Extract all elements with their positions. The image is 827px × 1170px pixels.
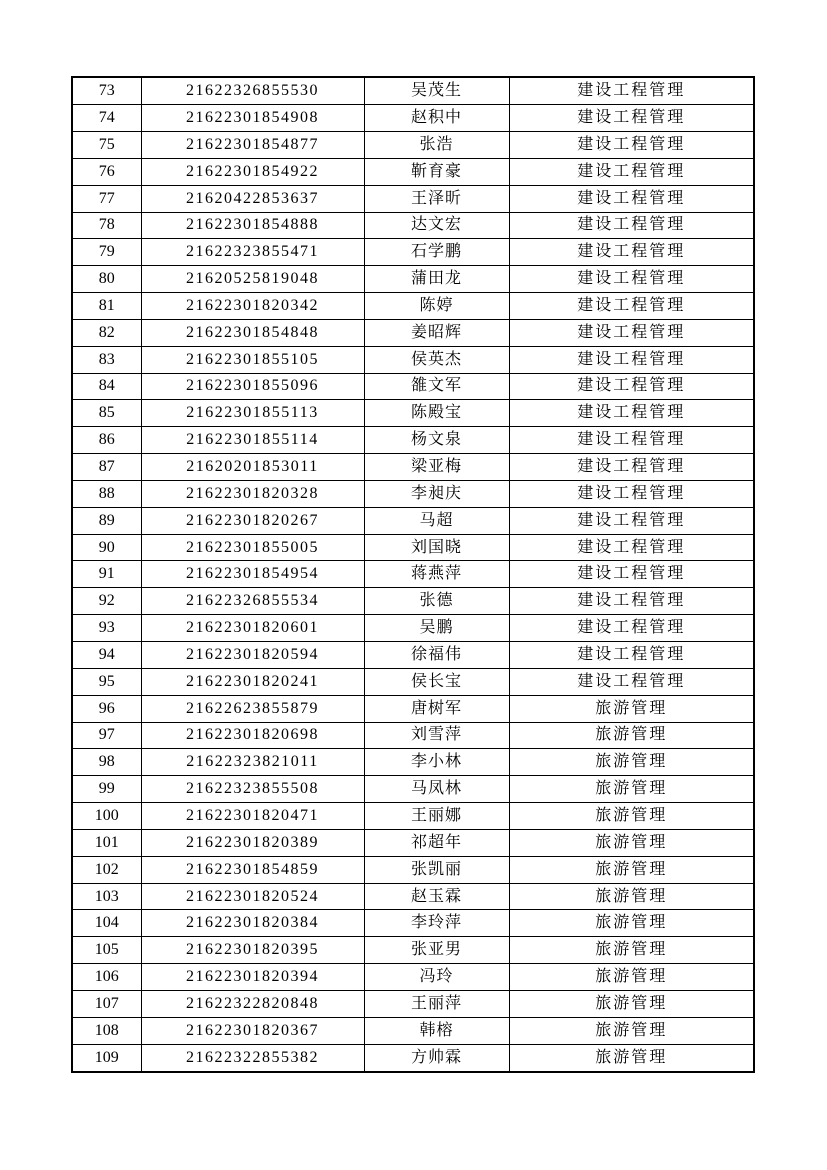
row-number-cell: 81 bbox=[72, 293, 141, 320]
major-cell: 旅游管理 bbox=[509, 856, 754, 883]
row-number-cell: 108 bbox=[72, 1017, 141, 1044]
table-row bbox=[72, 615, 754, 642]
table-row bbox=[72, 776, 754, 803]
table-row bbox=[72, 346, 754, 373]
student-name-cell: 刘国晓 bbox=[364, 534, 509, 561]
row-number-cell: 79 bbox=[72, 239, 141, 266]
student-name-cell: 杨文泉 bbox=[364, 427, 509, 454]
student-id-cell: 21622301820328 bbox=[141, 480, 364, 507]
major-cell: 旅游管理 bbox=[509, 722, 754, 749]
major-cell: 旅游管理 bbox=[509, 829, 754, 856]
student-id-cell: 21622326855530 bbox=[141, 77, 364, 105]
student-name-cell: 王丽娜 bbox=[364, 803, 509, 830]
student-roster-table bbox=[71, 76, 755, 1073]
row-number-cell: 90 bbox=[72, 534, 141, 561]
table-row bbox=[72, 400, 754, 427]
row-number-cell: 86 bbox=[72, 427, 141, 454]
major-cell: 建设工程管理 bbox=[509, 642, 754, 669]
row-number-cell: 74 bbox=[72, 105, 141, 132]
student-id-cell: 21620201853011 bbox=[141, 454, 364, 481]
major-cell: 旅游管理 bbox=[509, 1017, 754, 1044]
major-cell: 建设工程管理 bbox=[509, 293, 754, 320]
student-name-cell: 陈婷 bbox=[364, 293, 509, 320]
student-name-cell: 侯英杰 bbox=[364, 346, 509, 373]
student-name-cell: 唐树军 bbox=[364, 695, 509, 722]
student-id-cell: 21622301820698 bbox=[141, 722, 364, 749]
table-row bbox=[72, 77, 754, 105]
table-row bbox=[72, 668, 754, 695]
major-cell: 建设工程管理 bbox=[509, 77, 754, 105]
student-id-cell: 21622623855879 bbox=[141, 695, 364, 722]
row-number-cell: 107 bbox=[72, 990, 141, 1017]
major-cell: 旅游管理 bbox=[509, 803, 754, 830]
table-row bbox=[72, 507, 754, 534]
student-name-cell: 祁超年 bbox=[364, 829, 509, 856]
table-row bbox=[72, 856, 754, 883]
major-cell: 旅游管理 bbox=[509, 937, 754, 964]
student-name-cell: 吴鹏 bbox=[364, 615, 509, 642]
major-cell: 建设工程管理 bbox=[509, 346, 754, 373]
row-number-cell: 84 bbox=[72, 373, 141, 400]
major-cell: 建设工程管理 bbox=[509, 131, 754, 158]
table-row bbox=[72, 588, 754, 615]
student-name-cell: 张亚男 bbox=[364, 937, 509, 964]
student-id-cell: 21622301820342 bbox=[141, 293, 364, 320]
student-id-cell: 21622301820594 bbox=[141, 642, 364, 669]
student-name-cell: 吴茂生 bbox=[364, 77, 509, 105]
student-name-cell: 靳育豪 bbox=[364, 158, 509, 185]
student-name-cell: 方帅霖 bbox=[364, 1044, 509, 1072]
major-cell: 建设工程管理 bbox=[509, 588, 754, 615]
table-row bbox=[72, 131, 754, 158]
student-id-cell: 21622322820848 bbox=[141, 990, 364, 1017]
table-row bbox=[72, 1044, 754, 1072]
table-row bbox=[72, 427, 754, 454]
student-name-cell: 赵积中 bbox=[364, 105, 509, 132]
row-number-cell: 100 bbox=[72, 803, 141, 830]
student-id-cell: 21622301854848 bbox=[141, 319, 364, 346]
table-row bbox=[72, 964, 754, 991]
student-name-cell: 刘雪萍 bbox=[364, 722, 509, 749]
student-id-cell: 21622301854877 bbox=[141, 131, 364, 158]
student-name-cell: 侯长宝 bbox=[364, 668, 509, 695]
student-id-cell: 21622301820471 bbox=[141, 803, 364, 830]
row-number-cell: 76 bbox=[72, 158, 141, 185]
table-row bbox=[72, 480, 754, 507]
table-row bbox=[72, 534, 754, 561]
major-cell: 建设工程管理 bbox=[509, 615, 754, 642]
table-row bbox=[72, 319, 754, 346]
student-name-cell: 蒲田龙 bbox=[364, 266, 509, 293]
table-row bbox=[72, 185, 754, 212]
student-name-cell: 马凤林 bbox=[364, 776, 509, 803]
student-name-cell: 张浩 bbox=[364, 131, 509, 158]
student-name-cell: 陈殿宝 bbox=[364, 400, 509, 427]
student-name-cell: 石学鹏 bbox=[364, 239, 509, 266]
row-number-cell: 94 bbox=[72, 642, 141, 669]
row-number-cell: 109 bbox=[72, 1044, 141, 1072]
student-name-cell: 李玲萍 bbox=[364, 910, 509, 937]
student-id-cell: 21622323855508 bbox=[141, 776, 364, 803]
row-number-cell: 96 bbox=[72, 695, 141, 722]
row-number-cell: 102 bbox=[72, 856, 141, 883]
student-id-cell: 21622323821011 bbox=[141, 749, 364, 776]
row-number-cell: 83 bbox=[72, 346, 141, 373]
major-cell: 建设工程管理 bbox=[509, 212, 754, 239]
row-number-cell: 78 bbox=[72, 212, 141, 239]
student-id-cell: 21622301855096 bbox=[141, 373, 364, 400]
major-cell: 旅游管理 bbox=[509, 776, 754, 803]
major-cell: 建设工程管理 bbox=[509, 373, 754, 400]
student-id-cell: 21620525819048 bbox=[141, 266, 364, 293]
student-name-cell: 梁亚梅 bbox=[364, 454, 509, 481]
student-id-cell: 21622301854922 bbox=[141, 158, 364, 185]
student-name-cell: 雒文军 bbox=[364, 373, 509, 400]
row-number-cell: 75 bbox=[72, 131, 141, 158]
row-number-cell: 91 bbox=[72, 561, 141, 588]
student-name-cell: 姜昭辉 bbox=[364, 319, 509, 346]
major-cell: 建设工程管理 bbox=[509, 454, 754, 481]
table-row bbox=[72, 937, 754, 964]
row-number-cell: 88 bbox=[72, 480, 141, 507]
major-cell: 旅游管理 bbox=[509, 910, 754, 937]
student-id-cell: 21622301820394 bbox=[141, 964, 364, 991]
major-cell: 建设工程管理 bbox=[509, 239, 754, 266]
student-id-cell: 21622323855471 bbox=[141, 239, 364, 266]
student-name-cell: 王泽昕 bbox=[364, 185, 509, 212]
student-name-cell: 赵玉霖 bbox=[364, 883, 509, 910]
table-row bbox=[72, 212, 754, 239]
row-number-cell: 95 bbox=[72, 668, 141, 695]
table-row bbox=[72, 561, 754, 588]
student-id-cell: 21622301855005 bbox=[141, 534, 364, 561]
row-number-cell: 80 bbox=[72, 266, 141, 293]
major-cell: 建设工程管理 bbox=[509, 319, 754, 346]
major-cell: 建设工程管理 bbox=[509, 158, 754, 185]
row-number-cell: 103 bbox=[72, 883, 141, 910]
student-name-cell: 王丽萍 bbox=[364, 990, 509, 1017]
roster-body bbox=[72, 77, 754, 1072]
table-row bbox=[72, 105, 754, 132]
student-name-cell: 李小林 bbox=[364, 749, 509, 776]
row-number-cell: 99 bbox=[72, 776, 141, 803]
row-number-cell: 92 bbox=[72, 588, 141, 615]
row-number-cell: 105 bbox=[72, 937, 141, 964]
row-number-cell: 97 bbox=[72, 722, 141, 749]
row-number-cell: 89 bbox=[72, 507, 141, 534]
table-row bbox=[72, 910, 754, 937]
row-number-cell: 93 bbox=[72, 615, 141, 642]
student-name-cell: 李昶庆 bbox=[364, 480, 509, 507]
student-id-cell: 21622301855113 bbox=[141, 400, 364, 427]
student-id-cell: 21622301820384 bbox=[141, 910, 364, 937]
student-id-cell: 21622301854888 bbox=[141, 212, 364, 239]
table-row bbox=[72, 695, 754, 722]
table-row bbox=[72, 990, 754, 1017]
major-cell: 建设工程管理 bbox=[509, 507, 754, 534]
major-cell: 建设工程管理 bbox=[509, 105, 754, 132]
row-number-cell: 77 bbox=[72, 185, 141, 212]
student-id-cell: 21622301855114 bbox=[141, 427, 364, 454]
student-id-cell: 21622301854859 bbox=[141, 856, 364, 883]
student-id-cell: 21622301854954 bbox=[141, 561, 364, 588]
table-row bbox=[72, 883, 754, 910]
student-id-cell: 21622301820267 bbox=[141, 507, 364, 534]
table-row bbox=[72, 158, 754, 185]
student-id-cell: 21622301854908 bbox=[141, 105, 364, 132]
major-cell: 旅游管理 bbox=[509, 964, 754, 991]
major-cell: 旅游管理 bbox=[509, 695, 754, 722]
student-name-cell: 韩榕 bbox=[364, 1017, 509, 1044]
student-id-cell: 21622301820395 bbox=[141, 937, 364, 964]
student-id-cell: 21622301820524 bbox=[141, 883, 364, 910]
row-number-cell: 104 bbox=[72, 910, 141, 937]
student-name-cell: 张凯丽 bbox=[364, 856, 509, 883]
table-row bbox=[72, 642, 754, 669]
major-cell: 建设工程管理 bbox=[509, 185, 754, 212]
major-cell: 旅游管理 bbox=[509, 990, 754, 1017]
table-row bbox=[72, 239, 754, 266]
student-id-cell: 21622301820367 bbox=[141, 1017, 364, 1044]
student-name-cell: 徐福伟 bbox=[364, 642, 509, 669]
student-id-cell: 21622326855534 bbox=[141, 588, 364, 615]
row-number-cell: 101 bbox=[72, 829, 141, 856]
table-row bbox=[72, 454, 754, 481]
student-name-cell: 达文宏 bbox=[364, 212, 509, 239]
table-row bbox=[72, 722, 754, 749]
row-number-cell: 98 bbox=[72, 749, 141, 776]
major-cell: 旅游管理 bbox=[509, 883, 754, 910]
student-id-cell: 21622322855382 bbox=[141, 1044, 364, 1072]
row-number-cell: 73 bbox=[72, 77, 141, 105]
major-cell: 旅游管理 bbox=[509, 749, 754, 776]
major-cell: 建设工程管理 bbox=[509, 480, 754, 507]
student-id-cell: 21622301820389 bbox=[141, 829, 364, 856]
major-cell: 建设工程管理 bbox=[509, 561, 754, 588]
row-number-cell: 82 bbox=[72, 319, 141, 346]
student-name-cell: 冯玲 bbox=[364, 964, 509, 991]
student-name-cell: 马超 bbox=[364, 507, 509, 534]
major-cell: 旅游管理 bbox=[509, 1044, 754, 1072]
major-cell: 建设工程管理 bbox=[509, 427, 754, 454]
table-row bbox=[72, 1017, 754, 1044]
student-id-cell: 21622301820601 bbox=[141, 615, 364, 642]
table-row bbox=[72, 373, 754, 400]
student-name-cell: 蒋燕萍 bbox=[364, 561, 509, 588]
row-number-cell: 106 bbox=[72, 964, 141, 991]
major-cell: 建设工程管理 bbox=[509, 534, 754, 561]
student-id-cell: 21622301855105 bbox=[141, 346, 364, 373]
student-id-cell: 21620422853637 bbox=[141, 185, 364, 212]
table-row bbox=[72, 293, 754, 320]
student-name-cell: 张德 bbox=[364, 588, 509, 615]
major-cell: 建设工程管理 bbox=[509, 266, 754, 293]
table-row bbox=[72, 749, 754, 776]
major-cell: 建设工程管理 bbox=[509, 400, 754, 427]
row-number-cell: 87 bbox=[72, 454, 141, 481]
table-row bbox=[72, 803, 754, 830]
major-cell: 建设工程管理 bbox=[509, 668, 754, 695]
table-row bbox=[72, 829, 754, 856]
student-id-cell: 21622301820241 bbox=[141, 668, 364, 695]
row-number-cell: 85 bbox=[72, 400, 141, 427]
table-row bbox=[72, 266, 754, 293]
